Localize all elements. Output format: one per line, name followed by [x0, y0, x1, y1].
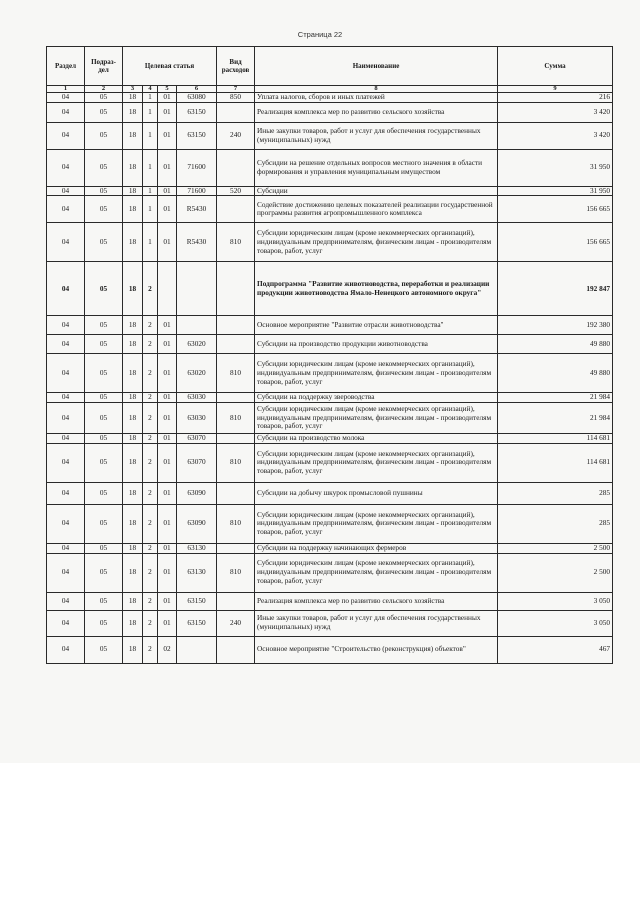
cell-target-code: 63150 — [177, 102, 217, 122]
cell-naimenovanie: Субсидии юридическим лицам (кроме некоммерческих организаций), индивидуальным предпринимателям, физическим лицам - производителям товаров, работ, услуг — [255, 504, 498, 543]
cell-target-2: 2 — [143, 403, 158, 434]
cell-target-3: 01 — [158, 223, 177, 262]
cell-target-3 — [158, 262, 177, 316]
cell-vid-rashodov — [217, 636, 255, 663]
cell-podrazdel: 05 — [85, 434, 123, 444]
cell-target-3: 01 — [158, 122, 177, 149]
cell-summa: 285 — [498, 482, 613, 504]
cell-target-3: 01 — [158, 186, 177, 196]
cell-razdel: 04 — [47, 262, 85, 316]
cell-naimenovanie: Уплата налогов, сборов и иных платежей — [255, 93, 498, 103]
cell-target-2: 1 — [143, 102, 158, 122]
cell-target-code: 63020 — [177, 335, 217, 354]
cell-target-2: 2 — [143, 262, 158, 316]
cell-target-code — [177, 316, 217, 335]
cell-target-3: 01 — [158, 543, 177, 553]
cell-vid-rashodov: 850 — [217, 93, 255, 103]
cell-target-1: 18 — [123, 354, 143, 393]
cell-razdel: 04 — [47, 316, 85, 335]
cell-target-1: 18 — [123, 482, 143, 504]
cell-target-1: 18 — [123, 196, 143, 223]
cell-target-1: 18 — [123, 393, 143, 403]
table-body — [47, 93, 613, 664]
cell-podrazdel: 05 — [85, 443, 123, 482]
cell-naimenovanie: Субсидии юридическим лицам (кроме некоммерческих организаций), индивидуальным предпринимателям, физическим лицам - производителям товаров, работ, услуг — [255, 354, 498, 393]
table-row — [47, 592, 613, 610]
column-number: 9 — [498, 86, 613, 93]
cell-target-code: 63130 — [177, 543, 217, 553]
cell-vid-rashodov — [217, 102, 255, 122]
cell-target-3: 01 — [158, 102, 177, 122]
cell-target-code: 63020 — [177, 354, 217, 393]
cell-naimenovanie: Реализация комплекса мер по развитию сельского хозяйства — [255, 102, 498, 122]
cell-podrazdel: 05 — [85, 102, 123, 122]
cell-target-code: 63030 — [177, 393, 217, 403]
column-number: 1 — [47, 86, 85, 93]
cell-vid-rashodov: 240 — [217, 610, 255, 636]
column-number: 8 — [255, 86, 498, 93]
cell-summa: 156 665 — [498, 223, 613, 262]
cell-summa: 192 380 — [498, 316, 613, 335]
cell-naimenovanie: Субсидии на добычу шкурок промысловой пушнины — [255, 482, 498, 504]
cell-target-2: 2 — [143, 482, 158, 504]
cell-target-1: 18 — [123, 316, 143, 335]
cell-naimenovanie: Субсидии на производство продукции животноводства — [255, 335, 498, 354]
cell-target-2: 2 — [143, 610, 158, 636]
cell-razdel: 04 — [47, 434, 85, 444]
cell-target-1: 18 — [123, 149, 143, 186]
cell-summa: 3 050 — [498, 610, 613, 636]
cell-target-1: 18 — [123, 636, 143, 663]
cell-summa: 3 420 — [498, 122, 613, 149]
cell-razdel: 04 — [47, 186, 85, 196]
cell-summa: 156 665 — [498, 196, 613, 223]
table-row — [47, 504, 613, 543]
cell-vid-rashodov: 810 — [217, 443, 255, 482]
header-vid-rashodov: Вид расходов — [217, 47, 255, 86]
cell-target-3: 01 — [158, 335, 177, 354]
cell-naimenovanie: Иные закупки товаров, работ и услуг для обеспечения государственных (муниципальных) нужд — [255, 610, 498, 636]
cell-target-1: 18 — [123, 102, 143, 122]
cell-target-code: 71600 — [177, 149, 217, 186]
cell-vid-rashodov: 810 — [217, 504, 255, 543]
cell-razdel: 04 — [47, 223, 85, 262]
cell-target-code: R5430 — [177, 196, 217, 223]
cell-vid-rashodov: 810 — [217, 553, 255, 592]
cell-target-3: 01 — [158, 316, 177, 335]
table-row — [47, 335, 613, 354]
cell-target-3: 01 — [158, 592, 177, 610]
cell-podrazdel: 05 — [85, 122, 123, 149]
cell-naimenovanie: Субсидии юридическим лицам (кроме некоммерческих организаций), индивидуальным предпринимателям, физическим лицам - производителям товаров, работ, услуг — [255, 553, 498, 592]
cell-target-2: 2 — [143, 393, 158, 403]
cell-podrazdel: 05 — [85, 610, 123, 636]
cell-vid-rashodov — [217, 434, 255, 444]
cell-razdel: 04 — [47, 403, 85, 434]
column-number: 2 — [85, 86, 123, 93]
table-row — [47, 102, 613, 122]
cell-vid-rashodov: 520 — [217, 186, 255, 196]
cell-podrazdel: 05 — [85, 636, 123, 663]
cell-target-code: 63090 — [177, 504, 217, 543]
cell-vid-rashodov: 240 — [217, 122, 255, 149]
cell-target-1: 18 — [123, 186, 143, 196]
cell-summa: 285 — [498, 504, 613, 543]
cell-target-1: 18 — [123, 93, 143, 103]
table-row — [47, 543, 613, 553]
header-summa: Сумма — [498, 47, 613, 86]
cell-razdel: 04 — [47, 122, 85, 149]
cell-summa: 21 984 — [498, 393, 613, 403]
cell-target-3: 02 — [158, 636, 177, 663]
table-row — [47, 196, 613, 223]
cell-podrazdel: 05 — [85, 482, 123, 504]
cell-razdel: 04 — [47, 196, 85, 223]
cell-naimenovanie: Реализация комплекса мер по развитию сельского хозяйства — [255, 592, 498, 610]
cell-vid-rashodov: 810 — [217, 223, 255, 262]
cell-target-3: 01 — [158, 93, 177, 103]
cell-target-3: 01 — [158, 403, 177, 434]
column-number: 4 — [143, 86, 158, 93]
cell-target-code: 63080 — [177, 93, 217, 103]
cell-target-2: 2 — [143, 443, 158, 482]
cell-naimenovanie: Субсидии юридическим лицам (кроме некоммерческих организаций), индивидуальным предпринимателям, физическим лицам - производителям товаров, работ, услуг — [255, 403, 498, 434]
table-row — [47, 553, 613, 592]
cell-target-2: 1 — [143, 196, 158, 223]
table-row — [47, 636, 613, 663]
cell-summa: 31 950 — [498, 149, 613, 186]
column-number: 7 — [217, 86, 255, 93]
cell-target-2: 2 — [143, 592, 158, 610]
table-row — [47, 149, 613, 186]
cell-target-code: 63150 — [177, 122, 217, 149]
cell-target-1: 18 — [123, 434, 143, 444]
cell-target-1: 18 — [123, 223, 143, 262]
cell-target-code — [177, 636, 217, 663]
cell-naimenovanie: Основное мероприятие "Развитие отрасли животноводства" — [255, 316, 498, 335]
table-row — [47, 393, 613, 403]
cell-target-2: 2 — [143, 636, 158, 663]
cell-summa: 49 880 — [498, 354, 613, 393]
cell-naimenovanie: Субсидии на производство молока — [255, 434, 498, 444]
cell-podrazdel: 05 — [85, 393, 123, 403]
cell-target-2: 1 — [143, 223, 158, 262]
cell-podrazdel: 05 — [85, 316, 123, 335]
cell-target-code: 63070 — [177, 434, 217, 444]
cell-naimenovanie: Субсидии на поддержку звероводства — [255, 393, 498, 403]
cell-vid-rashodov — [217, 196, 255, 223]
cell-target-code — [177, 262, 217, 316]
cell-podrazdel: 05 — [85, 354, 123, 393]
cell-target-3: 01 — [158, 196, 177, 223]
cell-summa: 2 500 — [498, 553, 613, 592]
cell-razdel: 04 — [47, 443, 85, 482]
cell-podrazdel: 05 — [85, 403, 123, 434]
cell-target-1: 18 — [123, 543, 143, 553]
cell-naimenovanie: Содействие достижению целевых показателей реализации государственной программы развития агропромышленного комплекса — [255, 196, 498, 223]
cell-target-code: 63070 — [177, 443, 217, 482]
cell-target-3: 01 — [158, 393, 177, 403]
table-row — [47, 354, 613, 393]
cell-target-1: 18 — [123, 592, 143, 610]
cell-target-code: 63030 — [177, 403, 217, 434]
table-row — [47, 403, 613, 434]
column-number: 6 — [177, 86, 217, 93]
cell-podrazdel: 05 — [85, 223, 123, 262]
cell-target-3: 01 — [158, 354, 177, 393]
cell-target-2: 2 — [143, 335, 158, 354]
column-number-row — [47, 86, 613, 93]
cell-razdel: 04 — [47, 102, 85, 122]
budget-table — [46, 46, 613, 664]
table-row — [47, 93, 613, 103]
cell-vid-rashodov: 810 — [217, 403, 255, 434]
cell-target-1: 18 — [123, 610, 143, 636]
cell-vid-rashodov — [217, 335, 255, 354]
table-row — [47, 262, 613, 316]
table-row — [47, 316, 613, 335]
cell-summa: 192 847 — [498, 262, 613, 316]
cell-target-2: 1 — [143, 186, 158, 196]
cell-target-3: 01 — [158, 504, 177, 543]
cell-target-3: 01 — [158, 610, 177, 636]
cell-podrazdel: 05 — [85, 149, 123, 186]
cell-target-1: 18 — [123, 335, 143, 354]
cell-razdel: 04 — [47, 610, 85, 636]
cell-naimenovanie: Субсидии на решение отдельных вопросов местного значения в области формирования и управления муниципальным имуществом — [255, 149, 498, 186]
cell-naimenovanie: Основное мероприятие "Строительство (реконструкция) объектов" — [255, 636, 498, 663]
cell-podrazdel: 05 — [85, 196, 123, 223]
cell-target-code: 63090 — [177, 482, 217, 504]
cell-target-2: 2 — [143, 434, 158, 444]
cell-target-1: 18 — [123, 403, 143, 434]
header-celevaya-statya: Целевая статья — [123, 47, 217, 86]
table-row — [47, 186, 613, 196]
cell-naimenovanie: Субсидии юридическим лицам (кроме некоммерческих организаций), индивидуальным предпринимателям, физическим лицам - производителям товаров, работ, услуг — [255, 223, 498, 262]
cell-target-1: 18 — [123, 504, 143, 543]
cell-razdel: 04 — [47, 543, 85, 553]
cell-target-2: 2 — [143, 543, 158, 553]
cell-target-2: 2 — [143, 316, 158, 335]
header-razdel: Раздел — [47, 47, 85, 86]
cell-podrazdel: 05 — [85, 186, 123, 196]
cell-podrazdel: 05 — [85, 543, 123, 553]
cell-target-2: 1 — [143, 93, 158, 103]
cell-summa: 2 500 — [498, 543, 613, 553]
cell-target-3: 01 — [158, 553, 177, 592]
cell-target-2: 2 — [143, 354, 158, 393]
cell-vid-rashodov — [217, 149, 255, 186]
header-podrazdel: Подраз-дел — [85, 47, 123, 86]
cell-target-1: 18 — [123, 443, 143, 482]
table-row — [47, 434, 613, 444]
header-row — [47, 47, 613, 86]
cell-razdel: 04 — [47, 393, 85, 403]
cell-summa: 114 681 — [498, 443, 613, 482]
cell-podrazdel: 05 — [85, 335, 123, 354]
cell-podrazdel: 05 — [85, 592, 123, 610]
cell-podrazdel: 05 — [85, 93, 123, 103]
cell-target-2: 1 — [143, 122, 158, 149]
cell-naimenovanie: Субсидии юридическим лицам (кроме некоммерческих организаций), индивидуальным предпринимателям, физическим лицам - производителям товаров, работ, услуг — [255, 443, 498, 482]
cell-vid-rashodov — [217, 393, 255, 403]
cell-podrazdel: 05 — [85, 553, 123, 592]
cell-razdel: 04 — [47, 504, 85, 543]
cell-naimenovanie: Субсидии — [255, 186, 498, 196]
cell-target-1: 18 — [123, 122, 143, 149]
cell-vid-rashodov — [217, 316, 255, 335]
cell-target-3: 01 — [158, 443, 177, 482]
cell-summa: 31 950 — [498, 186, 613, 196]
cell-naimenovanie: Подпрограмма "Развитие животноводства, переработки и реализации продукции животноводства Ямало-Ненецкого автономного округа" — [255, 262, 498, 316]
cell-naimenovanie: Субсидии на поддержку начинающих фермеров — [255, 543, 498, 553]
cell-razdel: 04 — [47, 354, 85, 393]
cell-razdel: 04 — [47, 149, 85, 186]
cell-summa: 49 880 — [498, 335, 613, 354]
cell-razdel: 04 — [47, 636, 85, 663]
cell-summa: 3 420 — [498, 102, 613, 122]
cell-target-code: R5430 — [177, 223, 217, 262]
table-row — [47, 122, 613, 149]
cell-razdel: 04 — [47, 335, 85, 354]
cell-target-3: 01 — [158, 482, 177, 504]
cell-vid-rashodov — [217, 482, 255, 504]
cell-target-code: 63150 — [177, 592, 217, 610]
cell-razdel: 04 — [47, 553, 85, 592]
cell-target-3: 01 — [158, 149, 177, 186]
cell-vid-rashodov — [217, 543, 255, 553]
cell-vid-rashodov: 810 — [217, 354, 255, 393]
cell-summa: 216 — [498, 93, 613, 103]
cell-summa: 114 681 — [498, 434, 613, 444]
table-row — [47, 482, 613, 504]
table-row — [47, 443, 613, 482]
column-number: 5 — [158, 86, 177, 93]
cell-target-1: 18 — [123, 262, 143, 316]
table-row — [47, 223, 613, 262]
cell-target-1: 18 — [123, 553, 143, 592]
page-label: Страница 22 — [297, 30, 343, 39]
cell-target-3: 01 — [158, 434, 177, 444]
cell-podrazdel: 05 — [85, 262, 123, 316]
cell-naimenovanie: Иные закупки товаров, работ и услуг для обеспечения государственных (муниципальных) нужд — [255, 122, 498, 149]
cell-razdel: 04 — [47, 93, 85, 103]
column-number: 3 — [123, 86, 143, 93]
cell-target-2: 1 — [143, 149, 158, 186]
cell-summa: 3 050 — [498, 592, 613, 610]
cell-podrazdel: 05 — [85, 504, 123, 543]
cell-vid-rashodov — [217, 592, 255, 610]
cell-razdel: 04 — [47, 482, 85, 504]
cell-target-2: 2 — [143, 504, 158, 543]
cell-summa: 21 984 — [498, 403, 613, 434]
cell-target-code: 71600 — [177, 186, 217, 196]
cell-target-code: 63130 — [177, 553, 217, 592]
cell-target-code: 63150 — [177, 610, 217, 636]
table-row — [47, 610, 613, 636]
cell-vid-rashodov — [217, 262, 255, 316]
header-naimenovanie: Наименование — [255, 47, 498, 86]
cell-summa: 467 — [498, 636, 613, 663]
cell-target-2: 2 — [143, 553, 158, 592]
cell-razdel: 04 — [47, 592, 85, 610]
